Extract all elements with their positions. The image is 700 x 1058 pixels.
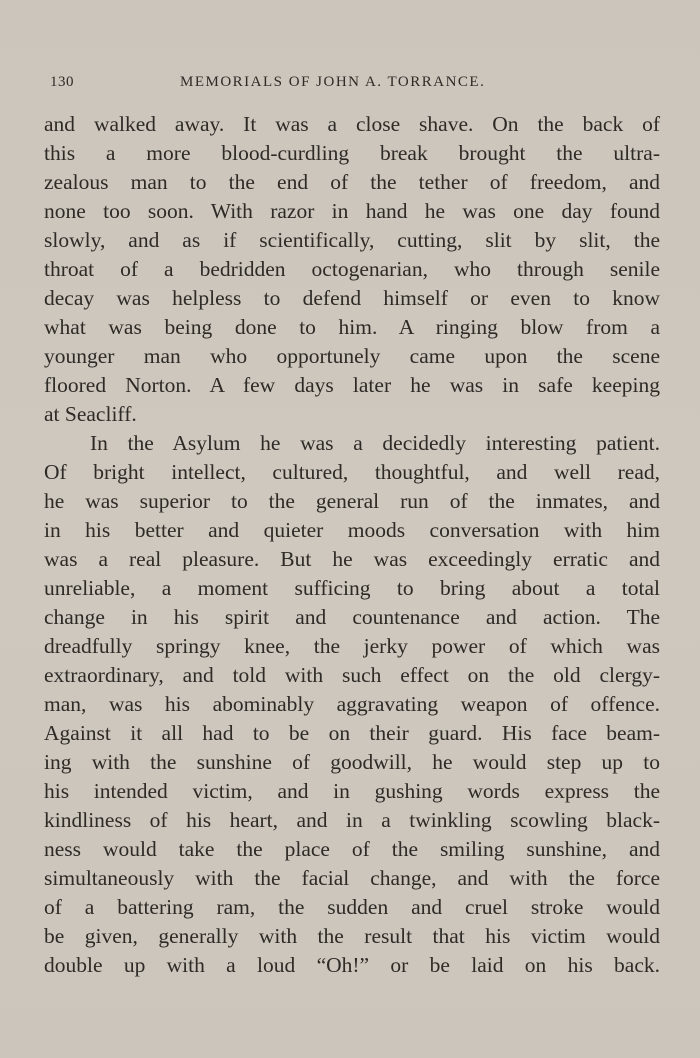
text-line: none too soon. With razor in hand he was one day found <box>44 199 660 223</box>
text-line: decay was helpless to defend himself or even to know <box>44 286 660 310</box>
text-line: what was being done to him. A ringing blow from a <box>44 315 660 339</box>
text-line: be given, generally with the result that his victim would <box>44 924 660 948</box>
paragraph-end-line: at Seacliff. <box>44 402 137 426</box>
text-line: he was superior to the general run of the inmates, and <box>44 489 660 513</box>
text-line: zealous man to the end of the tether of freedom, and <box>44 170 660 194</box>
text-line: Of bright intellect, cultured, thoughtful, and well read, <box>44 460 660 484</box>
text-line: this a more blood-curdling break brought the ultra- <box>44 141 660 165</box>
text-line: simultaneously with the facial change, and with the force <box>44 866 660 890</box>
running-title: MEMORIALS OF JOHN A. TORRANCE. <box>180 74 486 90</box>
text-line: was a real pleasure. But he was exceedingly erratic and <box>44 547 660 571</box>
text-line: younger man who opportunely came upon the scene <box>44 344 660 368</box>
body-text <box>44 110 660 980</box>
text-line: unreliable, a moment sufficing to bring about a total <box>44 576 660 600</box>
text-line: slowly, and as if scientifically, cutting, slit by slit, the <box>44 228 660 252</box>
page-number: 130 <box>50 74 74 90</box>
text-line: his intended victim, and in gushing words express the <box>44 779 660 803</box>
text-line: of a battering ram, the sudden and cruel stroke would <box>44 895 660 919</box>
running-head <box>44 74 660 96</box>
text-line: floored Norton. A few days later he was in safe keeping <box>44 373 660 397</box>
text-line: ness would take the place of the smiling sunshine, and <box>44 837 660 861</box>
text-line: man, was his abominably aggravating weapon of offence. <box>44 692 660 716</box>
text-line: dreadfully springy knee, the jerky power of which was <box>44 634 660 658</box>
text-line: kindliness of his heart, and in a twinkling scowling black- <box>44 808 660 832</box>
text-line: extraordinary, and told with such effect on the old clergy- <box>44 663 660 687</box>
text-line: throat of a bedridden octogenarian, who through senile <box>44 257 660 281</box>
text-line: ing with the sunshine of goodwill, he would step up to <box>44 750 660 774</box>
text-line: double up with a loud “Oh!” or be laid on his back. <box>44 953 660 977</box>
text-line: in his better and quieter moods conversation with him <box>44 518 660 542</box>
text-line: change in his spirit and countenance and action. The <box>44 605 660 629</box>
paragraph-first-line: In the Asylum he was a decidedly interesting patient. <box>90 431 660 455</box>
text-line: and walked away. It was a close shave. On the back of <box>44 112 660 136</box>
text-line: Against it all had to be on their guard. His face beam- <box>44 721 660 745</box>
